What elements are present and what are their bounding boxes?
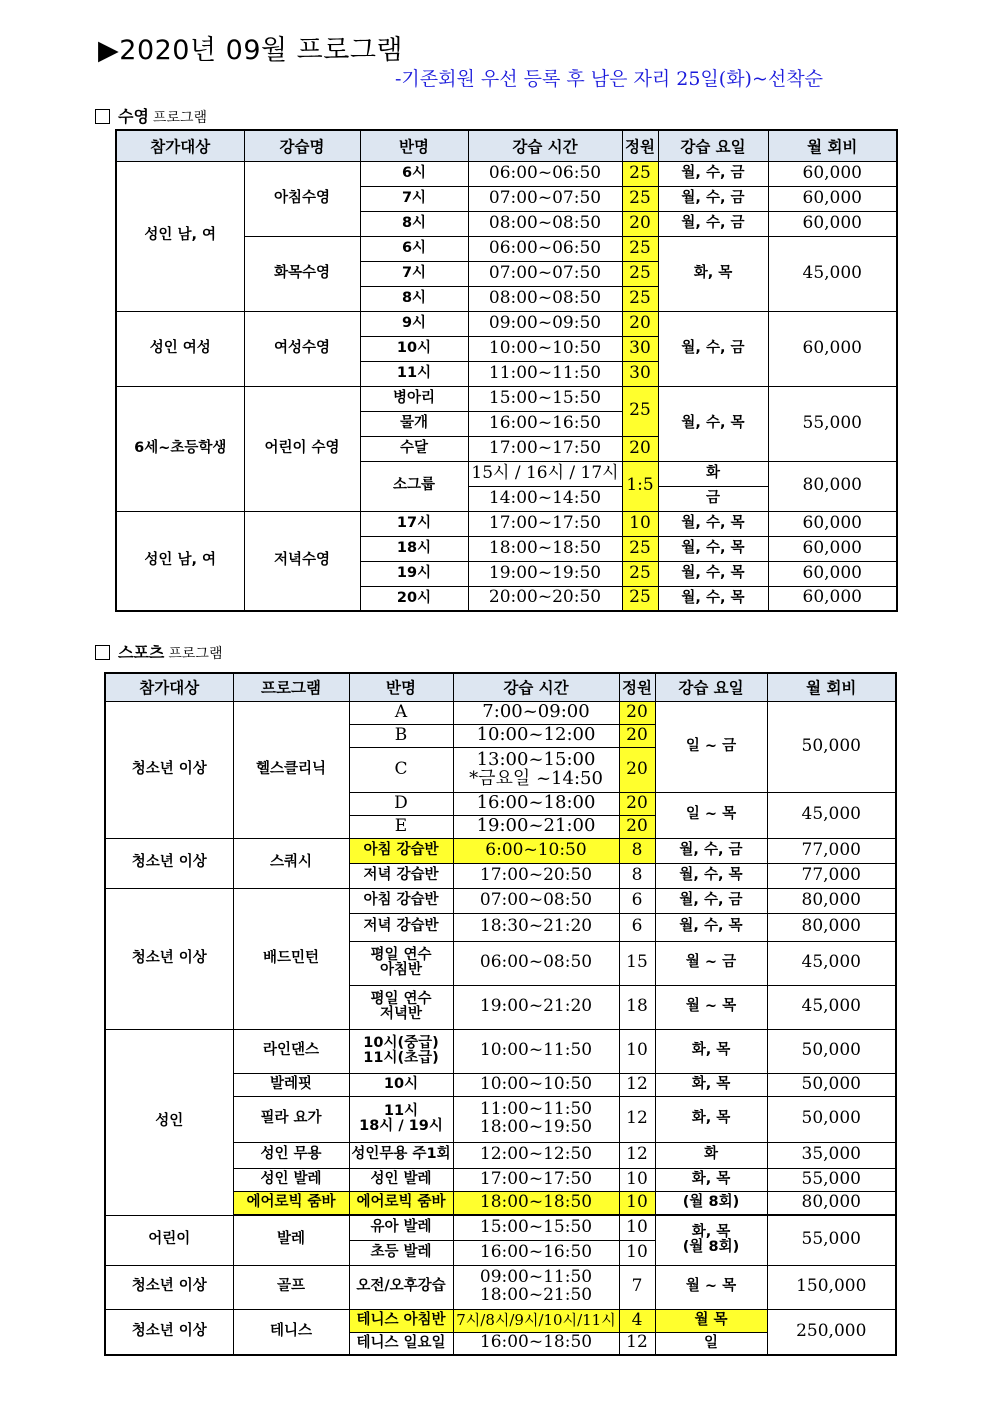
page-title: ▶2020년 09월 프로그램 xyxy=(98,35,403,66)
table-row: 성인 여성 여성수영 9시 09:00~09:50 20 월, 수, 금 60,000 xyxy=(116,311,897,336)
header-days: 강습 요일 xyxy=(658,130,768,161)
course-cell: 아침수영 xyxy=(244,161,360,236)
table-row: 발레핏 10시 10:00~10:50 12 화, 목 50,000 xyxy=(105,1073,896,1096)
table-row: D 16:00~18:00 20 일 ~ 목 45,000 xyxy=(105,792,896,815)
page-subtitle: -기존회원 우선 등록 후 남은 자리 25일(화)~선착순 xyxy=(395,68,823,90)
table-row: 11시 11:00~11:50 30 xyxy=(116,361,897,386)
table-row: 청소년 이상 헬스클리닉 A 7:00~09:00 20 일 ~ 금 50,000 xyxy=(105,701,896,724)
table-row: 화목수영 6시 06:00~06:50 25 화, 목 45,000 xyxy=(116,236,897,261)
header-course: 강습명 xyxy=(244,130,360,161)
header-time: 강습 시간 xyxy=(453,673,619,701)
header-class: 반명 xyxy=(360,130,468,161)
table-row: 성인 남, 여 아침수영 6시 06:00~06:50 25 월, 수, 금 60,000 xyxy=(116,161,897,186)
header-program: 프로그램 xyxy=(233,673,349,701)
table-row: 10시 10:00~10:50 30 xyxy=(116,336,897,361)
course-cell: 어린이 수영 xyxy=(244,386,360,511)
target-cell: 성인 남, 여 xyxy=(116,161,244,311)
table-row: 6세~초등학생 어린이 수영 병아리 15:00~15:50 25 월, 수, 목 55,000 xyxy=(116,386,897,411)
table-row: 청소년 이상 배드민턴 아침 강습반 07:00~08:50 6 월, 수, 금 80,000 xyxy=(105,888,896,913)
header-days: 강습 요일 xyxy=(655,673,767,701)
table-row: 8시 08:00~08:50 20 월, 수, 금 60,000 xyxy=(116,211,897,236)
header-time: 강습 시간 xyxy=(468,130,622,161)
table-row: 초등 발레 16:00~16:50 10 xyxy=(105,1240,896,1265)
table-row: 에어로빅 줌바 에어로빅 줌바 18:00~18:50 10 (월 8회) 80,000 xyxy=(105,1191,896,1214)
table-row: B 10:00~12:00 20 xyxy=(105,724,896,747)
table-row: 8시 08:00~08:50 25 xyxy=(116,286,897,311)
header-capacity: 정원 xyxy=(622,130,658,161)
table-row: 저녁 강습반 17:00~20:50 8 월, 수, 목 77,000 xyxy=(105,863,896,888)
table-row: 어린이 발레 유아 발레 15:00~15:50 10 화, 목 (월 8회) 55,000 xyxy=(105,1215,896,1240)
table-row: 필라 요가 11시 18시 / 19시 11:00~11:50 18:00~19:50 12 화, 목 50,000 xyxy=(105,1096,896,1142)
table-row: 청소년 이상 테니스 테니스 아침반 7시/8시/9시/10시/11시 4 월 목 250,000 xyxy=(105,1309,896,1332)
header-target: 참가대상 xyxy=(116,130,244,161)
table-row: 수달 17:00~17:50 20 xyxy=(116,436,897,461)
table-row: 14:00~14:50 금 xyxy=(116,486,897,511)
table-row: 청소년 이상 스쿼시 아침 강습반 6:00~10:50 8 월, 수, 금 77,000 xyxy=(105,838,896,863)
sports-table xyxy=(104,672,897,1356)
header-capacity: 정원 xyxy=(619,673,655,701)
table-row: E 19:00~21:00 20 xyxy=(105,815,896,838)
table-row: 성인 라인댄스 10시(중급) 11시(초급) 10:00~11:50 10 화, 목 50,000 xyxy=(105,1029,896,1073)
header-class: 반명 xyxy=(349,673,453,701)
checkbox-icon xyxy=(95,109,110,124)
course-cell: 화목수영 xyxy=(244,236,360,311)
table-row: 성인 남, 여 저녁수영 17시 17:00~17:50 10 월, 수, 목 60,000 xyxy=(116,511,897,536)
table-row: 20시 20:00~20:50 25 월, 수, 목 60,000 xyxy=(116,586,897,611)
header-fee: 월 회비 xyxy=(768,130,897,161)
sports-section-title: 스포츠 프로그램 xyxy=(95,640,222,663)
course-cell: 여성수영 xyxy=(244,311,360,386)
header-fee: 월 회비 xyxy=(767,673,896,701)
table-row: 평일 연수 저녁반 19:00~21:20 18 월 ~ 목 45,000 xyxy=(105,985,896,1029)
table-row: 성인 발레 성인 발레 17:00~17:50 10 화, 목 55,000 xyxy=(105,1168,896,1191)
table-row: 7시 07:00~07:50 25 xyxy=(116,261,897,286)
table-row: C 13:00~15:00 *금요일 ~14:50 20 xyxy=(105,747,896,792)
target-cell: 6세~초등학생 xyxy=(116,386,244,511)
table-row: 18시 18:00~18:50 25 월, 수, 목 60,000 xyxy=(116,536,897,561)
table-row: 성인 무용 성인무용 주1회 12:00~12:50 12 화 35,000 xyxy=(105,1142,896,1168)
table-row: 소그룹 15시 / 16시 / 17시 1:5 화 80,000 xyxy=(116,461,897,486)
header-target: 참가대상 xyxy=(105,673,233,701)
target-cell: 성인 여성 xyxy=(116,311,244,386)
target-cell: 성인 남, 여 xyxy=(116,511,244,611)
table-header-row xyxy=(116,130,897,161)
table-row: 테니스 일요일 16:00~18:50 12 일 xyxy=(105,1332,896,1355)
table-row: 평일 연수 아침반 06:00~08:50 15 월 ~ 금 45,000 xyxy=(105,941,896,985)
swim-section-title: 수영 프로그램 xyxy=(95,104,207,127)
swim-table xyxy=(115,129,898,612)
table-row: 청소년 이상 골프 오전/오후강습 09:00~11:50 18:00~21:50 7 월 ~ 목 150,000 xyxy=(105,1265,896,1309)
table-row: 7시 07:00~07:50 25 월, 수, 금 60,000 xyxy=(116,186,897,211)
table-row: 19시 19:00~19:50 25 월, 수, 목 60,000 xyxy=(116,561,897,586)
checkbox-icon xyxy=(95,645,110,660)
course-cell: 저녁수영 xyxy=(244,511,360,611)
table-header-row xyxy=(105,673,896,701)
table-row: 물개 16:00~16:50 xyxy=(116,411,897,436)
table-row: 저녁 강습반 18:30~21:20 6 월, 수, 목 80,000 xyxy=(105,913,896,941)
